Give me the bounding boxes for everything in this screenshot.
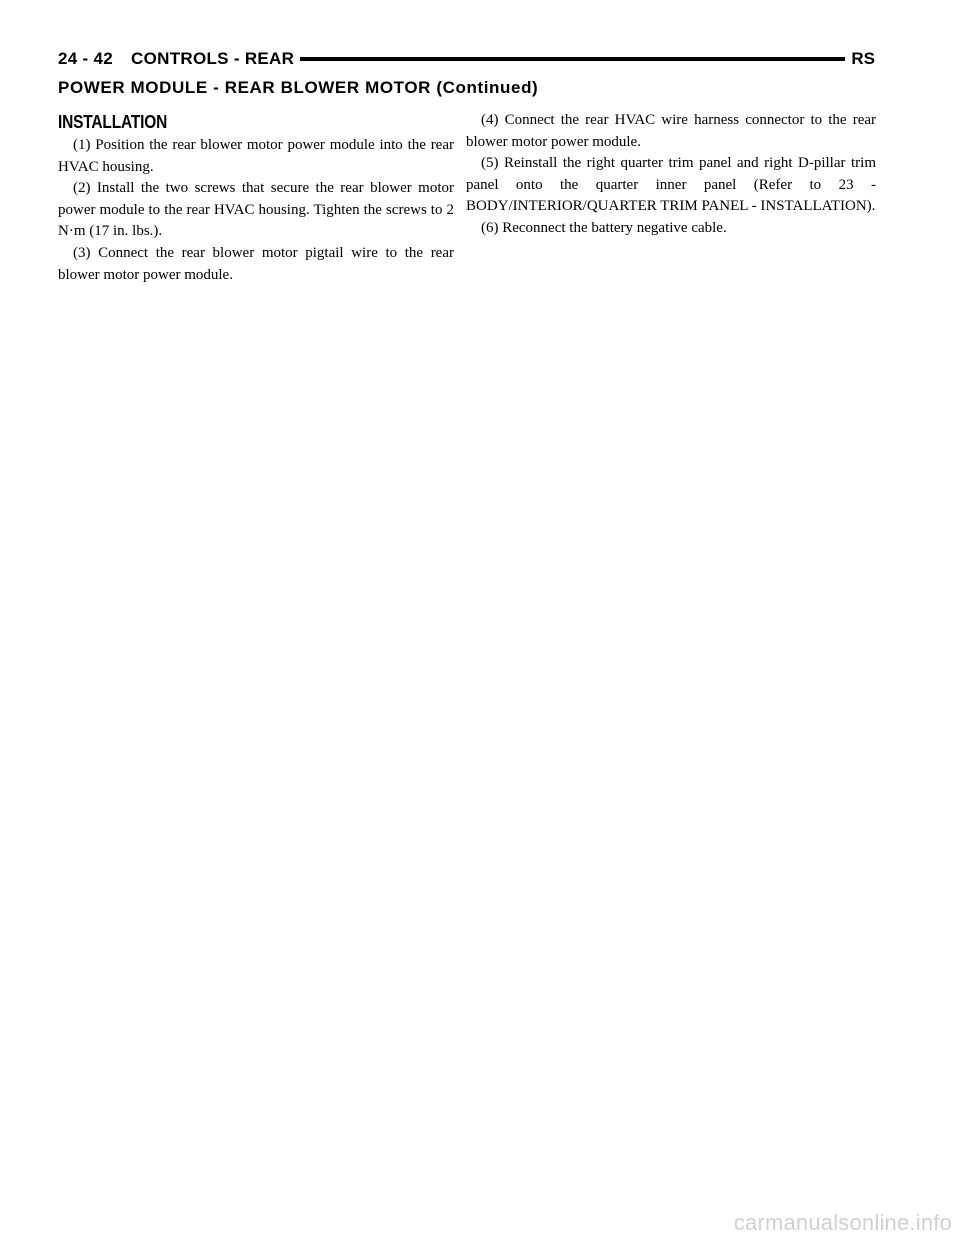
subsection-title: POWER MODULE - REAR BLOWER MOTOR (Continued) bbox=[58, 78, 539, 97]
model-code: RS bbox=[845, 46, 875, 72]
step-4: (4) Connect the rear HVAC wire harness connector to the rear blower motor power module. bbox=[466, 112, 876, 150]
step-2: (2) Install the two screws that secure the rear blower motor power module to the rear HVAC housing. Tighten the screws to 2 N·m (17 in. lbs.). bbox=[58, 180, 454, 240]
installation-heading: INSTALLATION bbox=[58, 112, 168, 132]
header-left bbox=[58, 46, 300, 72]
section-title: CONTROLS - REAR bbox=[131, 49, 295, 68]
step-3: (3) Connect the rear blower motor pigtail wire to the rear blower motor power module. bbox=[58, 244, 454, 283]
step-6: (6) Reconnect the battery negative cable. bbox=[481, 219, 727, 236]
step-1: (1) Position the rear blower motor power module into the rear HVAC housing. bbox=[58, 137, 454, 175]
page-header bbox=[58, 46, 875, 72]
step-5: (5) Reinstall the right quarter trim panel and right D-pillar trim panel onto the quarter inner panel (Refer to 23 - BODY/INTERIOR/QUARTER TRIM PANEL - INSTALLATION). bbox=[466, 155, 876, 215]
left-column bbox=[58, 110, 454, 286]
right-column bbox=[466, 110, 876, 240]
page-number: 24 - 42 bbox=[58, 49, 114, 68]
footer-watermark: carmanualsonline.info bbox=[733, 1210, 952, 1235]
